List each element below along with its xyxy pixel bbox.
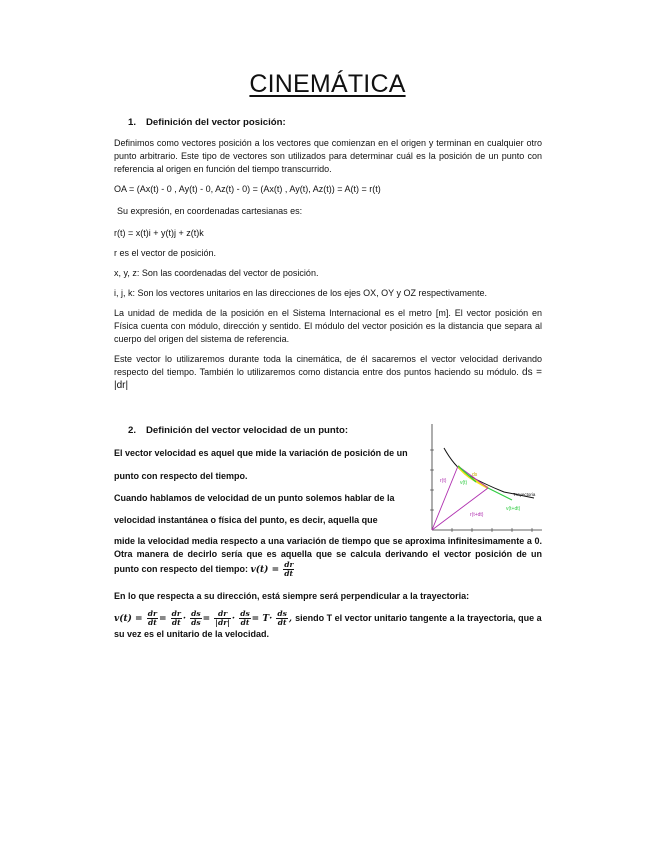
definition-xyz: x, y, z: Son las coordenadas del vector de posición.: [114, 268, 319, 278]
section-2-paragraph-text: mide la velocidad media respecto a una variación de tiempo que se aproxima infinitesimamente a 0. Otra manera de decirlo sería que es aquella que se calcula derivando el vector posición de un punto con respecto del tiempo:: [114, 536, 542, 574]
section-1-title: Definición del vector posición:: [146, 117, 286, 128]
trajectory-figure: [418, 418, 546, 534]
label-r: r(t): [440, 478, 447, 484]
section-2-heading: [128, 425, 348, 436]
direction-statement: En lo que respecta a su dirección, está siempre será perpendicular a la trayectoria:: [114, 591, 470, 601]
section-2-line-4: velocidad instantánea o física del punto, es decir, aquella que: [114, 515, 378, 525]
velocity-vector-dt: [488, 488, 512, 500]
section-2-number: 2.: [128, 425, 137, 436]
velocity-lhs: v(t) =: [250, 565, 280, 575]
equation-cartesian: r(t) = x(t)i + y(t)j + z(t)k: [114, 228, 204, 238]
section-2-line-3: Cuando hablamos de velocidad de un punto solemos hablar de la: [114, 493, 395, 503]
figure-axes: [430, 424, 542, 532]
velocity-definition: [250, 560, 296, 578]
page-title: CINEMÁTICA: [249, 70, 406, 98]
usage-formula: ds = |dr|: [114, 367, 542, 391]
usage-paragraph: [114, 353, 542, 392]
section-1-heading: [128, 117, 286, 128]
label-ds: ds: [472, 472, 478, 478]
section-1-number: 1.: [128, 117, 137, 128]
section-2-title: Definición del vector velocidad de un punto:: [146, 425, 349, 436]
section-2-line-2: punto con respecto del tiempo.: [114, 471, 248, 481]
velocity-chain-equation: v(t) = $\frac{dr}{dt}$ = $\frac{dr}{dt}$ · $\frac{ds}{ds}$ = $\frac{dr}{|dr|}$ · $\frac{ds}{dt}$ = T· $\frac{ds}{dt}$ ,: [114, 609, 296, 627]
velocity-chain: [114, 610, 542, 641]
label-r-dt: r(t+dt): [470, 512, 484, 518]
label-trajectory: Trayectoria: [513, 492, 536, 497]
usage-text: Este vector lo utilizaremos durante toda la cinemática, de él sacaremos el vector velocidad derivando respecto del tiempo. También lo utilizaremos como distancia entre dos puntos haciendo su módulo.: [114, 354, 542, 377]
label-v-dt: v(t+dt): [506, 506, 521, 512]
trajectory-curve: [444, 448, 534, 498]
section-2-line-1: El vector velocidad es aquel que mide la variación de posición de un: [114, 448, 408, 458]
units-paragraph: La unidad de medida de la posición en el Sistema Internacional es el metro [m]. El vector posición en Física cuenta con módulo, dirección y sentido. El módulo del vector posición es la distancia que separa al cuerpo del origen del sistema de referencia.: [114, 308, 542, 344]
velocity-tail-text: siendo T el vector unitario tangente a la trayectoria, que a su vez es el unitario de la velocidad.: [114, 613, 542, 639]
section-1-intro: Definimos como vectores posición a los vectores que comienzan en el origen y terminan en cualquier otro punto arbitrario. Este tipo de vectores son utilizados para determinar cuál es la posición de un punto con referencia al origen en función del tiempo transcurrido.: [114, 138, 542, 174]
fraction-dr-dt: $\frac{dr}{dt}$: [284, 560, 294, 578]
definition-r: r es el vector de posición.: [114, 248, 217, 258]
label-v: v(t): [460, 480, 468, 486]
equation-position-vector: OA = (Ax(t) - 0 , Ay(t) - 0, Az(t) - 0) = (Ax(t) , Ay(t), Az(t)) = A(t) = r(t): [114, 184, 381, 194]
cartesian-intro: Su expresión, en coordenadas cartesianas es:: [117, 206, 303, 216]
section-2-paragraph: [114, 535, 542, 578]
definition-ijk: i, j, k: Son los vectores unitarios en las direcciones de los ejes OX, OY y OZ respectivamente.: [114, 288, 487, 298]
